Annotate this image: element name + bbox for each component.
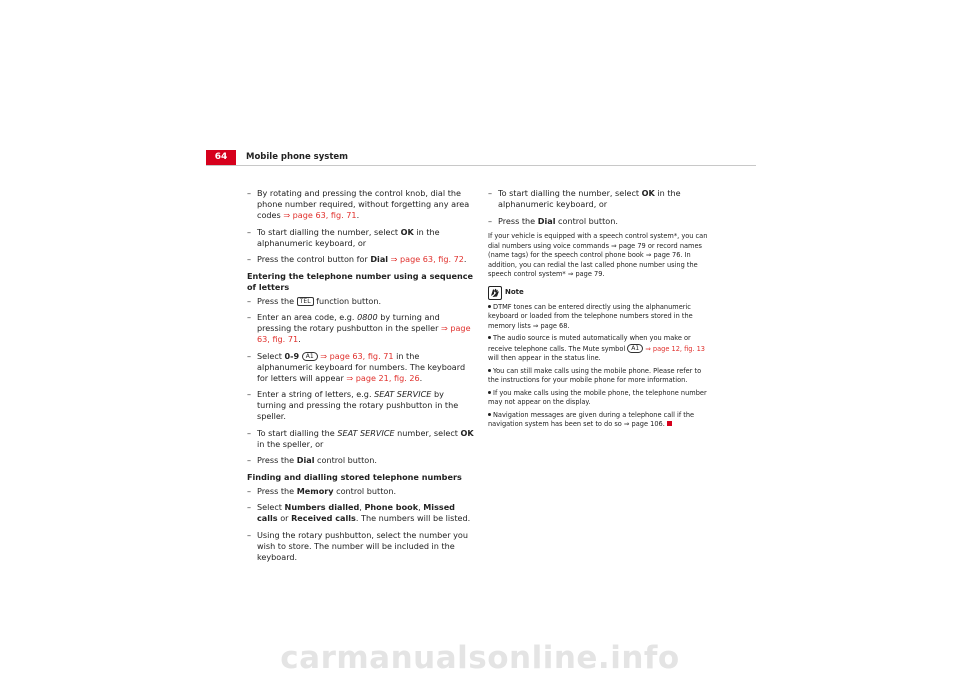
note-heading (488, 286, 714, 300)
note-item: The audio source is muted automatically when you make or receive telephone calls. The Mute symbol A1 ⇒ page 12, fig. 13 will then appear in the status line. (488, 334, 706, 362)
watermark: carmanualsonline.info (280, 640, 680, 676)
end-of-section-icon (667, 421, 672, 426)
bullet-icon (488, 413, 491, 416)
step-select-ok: – To start dialling the number, select OK in the alphanumeric keyboard, or (247, 226, 440, 248)
note-list (488, 303, 714, 430)
a1-symbol-icon: A1 (627, 344, 643, 353)
note-icon (488, 286, 502, 300)
a1-symbol-icon: A1 (302, 352, 318, 361)
step-dial-service: – To start dialling the SEAT SERVICE number, select OK in the speller, or (247, 427, 474, 449)
step-press-dial-right: – Press the Dial control button. (488, 215, 618, 226)
heading-letters: Entering the telephone number using a sequence of letters (247, 270, 473, 292)
tel-key-icon: TEL (297, 297, 314, 306)
step-press-dial-2: – Press the Dial control button. (247, 455, 377, 465)
step-press-memory: – Press the Memory control button. (247, 485, 397, 496)
section-title: Mobile phone system (246, 152, 349, 162)
bullet-icon (488, 305, 491, 308)
page-reference-link[interactable]: ⇒ page 63, fig. 72 (388, 254, 464, 264)
step-area-code: – Enter an area code, e.g. 0800 by turning and pressing the rotary pushbutton in the speller ⇒ page 63, fig. 71. (247, 312, 471, 344)
note-item: If you make calls using the mobile phone, the telephone number may not appear on the display. (488, 388, 707, 406)
bullet-icon (488, 369, 491, 372)
step-letters: – Enter a string of letters, e.g. SEAT SERVICE by turning and pressing the rotary pushbutton in the speller. (247, 389, 459, 421)
right-column (488, 188, 714, 433)
step-dial-number: – By rotating and pressing the control knob, dial the phone number required, without forgetting any area codes ⇒ page 63, fig. 71. (247, 188, 470, 220)
bullet-icon (488, 391, 491, 394)
step-select-ok-right: – To start dialling the number, select OK in the alphanumeric keyboard, or (488, 188, 681, 209)
note-item: You can still make calls using the mobile phone. Please refer to the instructions for your mobile phone for more information. (488, 366, 702, 384)
note-item: Navigation messages are given during a telephone call if the navigation system has been set to do so ⇒ page 106. (488, 410, 695, 428)
note-label: Note (505, 288, 524, 296)
page-reference-link[interactable]: ⇒ page 21, fig. 26 (346, 372, 420, 383)
heading-stored-numbers: Finding and dialling stored telephone numbers (247, 471, 462, 482)
page-reference-link[interactable]: ⇒ page 63, fig. 71 (317, 350, 394, 361)
step-press-tel: – Press the TEL function button. (247, 295, 382, 306)
step-store-number: – Using the rotary pushbutton, select the number you wish to store. The number will be included in the keyboard. (247, 529, 468, 562)
step-press-dial: – Press the control button for Dial ⇒ page 63, fig. 72. (247, 254, 467, 264)
step-select-list: – Select Numbers dialled, Phone book, Missed calls or Received calls. The numbers will be listed. (247, 502, 471, 523)
left-column (247, 188, 475, 568)
page-reference-link[interactable]: ⇒ page 63, fig. 71 (257, 323, 471, 344)
note-item: DTMF tones can be entered directly using the alphanumeric keyboard or loaded from the telephone numbers stored in the memory lists ⇒ page 68. (488, 302, 693, 330)
step-select-09: – Select 0-9 A1 ⇒ page 63, fig. 71 in the alphanumeric keyboard for numbers. The keyboard for letters will appear ⇒ page 21, fig. 26. (247, 350, 466, 383)
header-rule (206, 165, 756, 166)
page-reference-link[interactable]: ⇒ page 63, fig. 71 (283, 210, 357, 220)
info-text: If your vehicle is equipped with a speech control system*, you can dial numbers using voice commands ⇒ page 79 or record names (name tags) for the speech control phone book ⇒ page 76. In addition, you can redial the last called phone number using the speech control system* ⇒ page 79. (488, 232, 708, 278)
page-reference-link[interactable]: ⇒ page 12, fig. 13 (643, 344, 706, 353)
bullet-icon (488, 336, 491, 339)
page-number: 64 (206, 150, 236, 165)
